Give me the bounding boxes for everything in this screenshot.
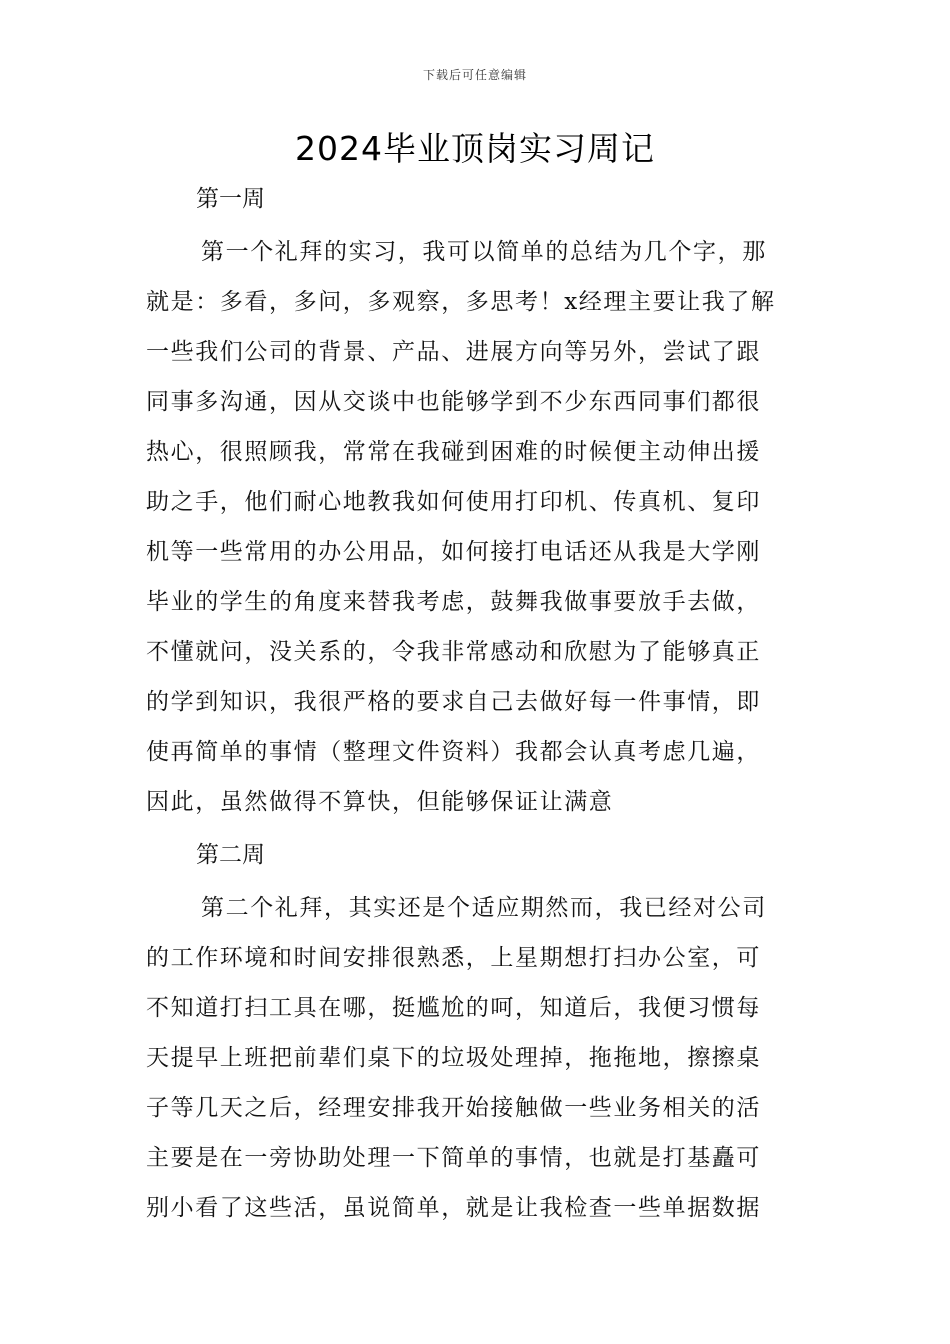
text-line: 就是：多看，多问，多观察，多思考！x经理主要让我了解	[146, 289, 776, 315]
text-line: 同事多沟通，因从交谈中也能够学到不少东西同事们都很	[146, 389, 761, 415]
text-line: 的学到知识，我很严格的要求自己去做好每一件事情，即	[146, 689, 761, 715]
header-note: 下载后可任意编辑	[422, 68, 527, 82]
week-heading: 第一周	[196, 186, 265, 212]
week-paragraph	[146, 227, 808, 827]
week-heading: 第二周	[196, 842, 265, 868]
text-line: 第二个礼拜，其实还是个适应期然而，我已经对公司	[201, 895, 767, 921]
text-line: 不懂就问，没关系的，令我非常感动和欣慰为了能够真正	[146, 639, 761, 665]
document-body	[146, 174, 808, 1233]
text-line: 子等几天之后，经理安排我开始接触做一些业务相关的活	[146, 1095, 761, 1121]
text-line: 毕业的学生的角度来替我考虑，鼓舞我做事要放手去做，	[146, 589, 761, 615]
text-line: 的工作环境和时间安排很熟悉，上星期想打扫办公室，可	[146, 945, 761, 971]
text-line: 天提早上班把前辈们桌下的垃圾处理掉，拖拖地，擦擦桌	[146, 1045, 761, 1071]
text-line: 主要是在一旁协助处理一下简单的事情，也就是打基矗可	[146, 1145, 761, 1171]
text-line: 一些我们公司的背景、产品、进展方向等另外，尝试了跟	[146, 339, 761, 365]
week-paragraph	[146, 883, 808, 1233]
text-line: 热心，很照顾我，常常在我碰到困难的时候便主动伸出援	[146, 439, 761, 465]
text-line: 不知道打扫工具在哪，挺尴尬的呵，知道后，我便习惯每	[146, 995, 761, 1021]
text-line: 因此，虽然做得不算快，但能够保证让满意	[146, 789, 614, 815]
text-line: 别小看了这些活，虽说简单，就是让我检查一些单据数据	[146, 1195, 761, 1221]
document-title: 2024毕业顶岗实习周记	[295, 129, 655, 168]
text-line: 使再简单的事情（整理文件资料）我都会认真考虑几遍，	[146, 739, 761, 765]
text-line: 机等一些常用的办公用品，如何接打电话还从我是大学刚	[146, 539, 761, 565]
text-line: 第一个礼拜的实习，我可以简单的总结为几个字，那	[201, 239, 767, 265]
text-line: 助之手，他们耐心地教我如何使用打印机、传真机、复印	[146, 489, 761, 515]
